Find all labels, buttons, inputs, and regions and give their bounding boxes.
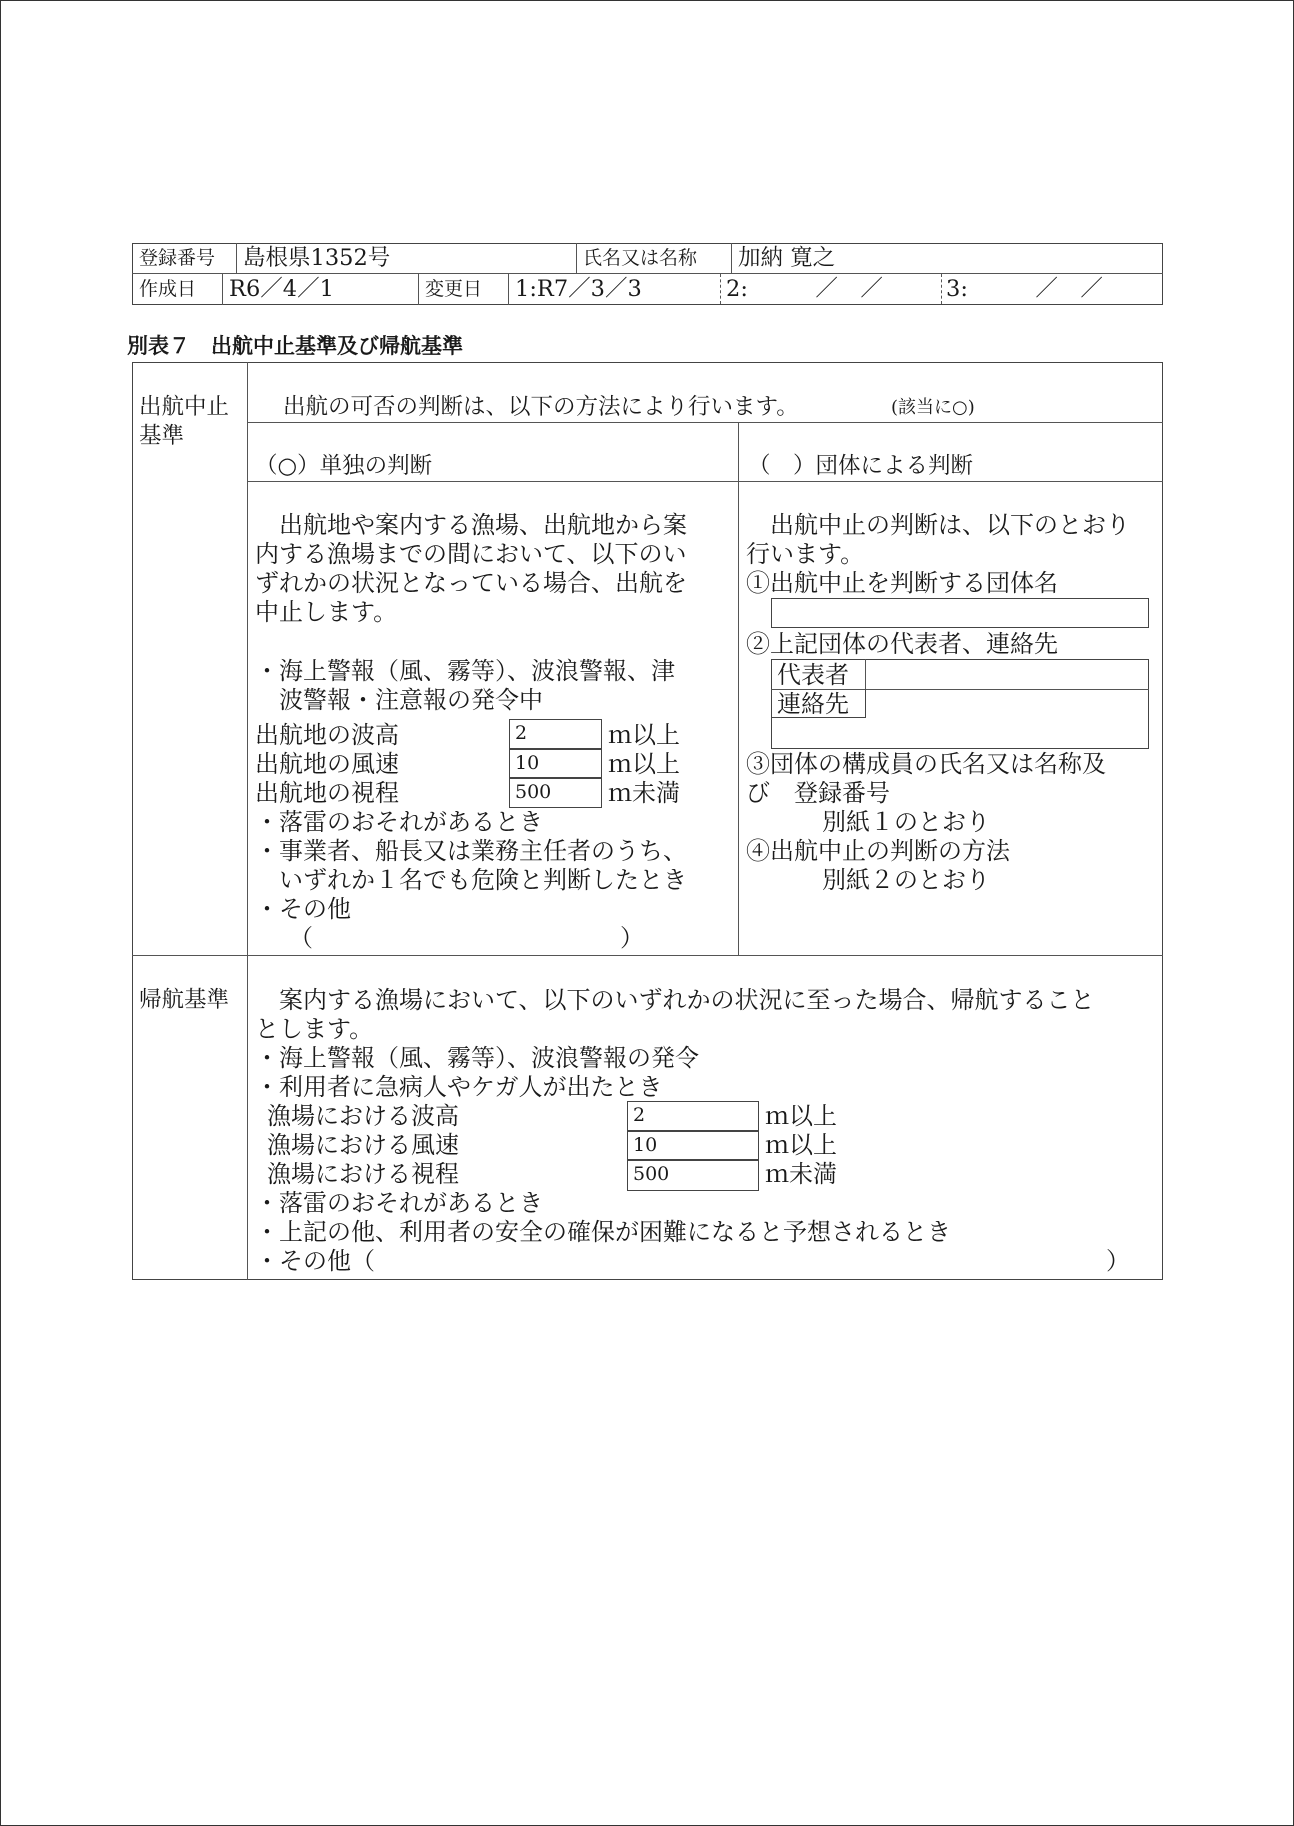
group-item-4: ④出航中止の判断の方法 [746,837,1010,865]
group-item-2: ②上記団体の代表者、連絡先 [746,630,1058,658]
divider [247,362,248,1280]
bullet-item: ・その他 [255,895,351,923]
representative-label: 代表者 [777,661,849,689]
warning-bullet: ・海上警報（風、霧等）、波浪警報、津 [255,657,675,685]
group-judgment-header: （ ）団体による判断 [748,453,974,479]
group-item-3-ref: 別紙１のとおり [822,808,990,836]
divider [222,273,223,305]
divider [576,243,577,273]
other-close-paren: ） [620,924,644,952]
divider [865,659,866,689]
name-value: 加納 寛之 [738,245,836,271]
group-item-1: ①出航中止を判断する団体名 [746,569,1058,597]
divider [418,273,419,305]
stop-row-label-2: 基準 [139,423,185,449]
return-bullet: ・海上警報（風、霧等）、波浪警報の発令 [255,1044,699,1072]
change-2: 2: ／ ／ [726,276,883,302]
group-item-3: び 登録番号 [746,779,890,807]
return-criterion-label: 漁場における波高 [267,1102,459,1130]
group-body-line: 出航中止の判断は、以下のとおり [746,511,1130,539]
group-body-line: 行います。 [746,540,865,568]
return-row-label: 帰航基準 [139,987,230,1013]
single-body-line: 出航地や案内する漁場、出航地から案 [255,511,687,539]
section-heading: 別表７ 出航中止基準及び帰航基準 [127,334,463,358]
stop-intro: 出航の可否の判断は、以下の方法により行います。 [283,394,799,420]
return-criterion-label: 漁場における風速 [267,1131,459,1159]
single-body-line: 中止します。 [255,598,398,626]
criterion-unit: ｍ以上 [608,721,680,749]
return-criterion-unit: ｍ未満 [765,1160,837,1188]
criterion-unit: ｍ以上 [608,750,680,778]
divider [508,273,509,305]
bullet-item: いずれか１名でも危険と判断したとき [255,866,687,894]
group-name-field[interactable] [771,598,1149,628]
bullet-item: ・事業者、船長又は業務主任者のうち、 [255,837,687,865]
name-label: 氏名又は名称 [583,247,698,269]
stop-intro-note: (該当に○) [891,397,975,418]
divider [738,422,739,955]
return-criterion-label: 漁場における視程 [267,1160,459,1188]
return-wind-speed-field[interactable]: 10 [627,1131,759,1160]
single-body-line: 内する漁場までの間において、以下のい [255,540,687,568]
return-intro-line: 案内する漁場において、以下のいずれかの状況に至った場合、帰航すること [255,986,1095,1014]
return-other-close: ） [1106,1247,1130,1275]
visibility-field[interactable]: 500 [509,778,602,808]
group-item-4-ref: 別紙２のとおり [822,866,990,894]
group-item-3: ③団体の構成員の氏名又は名称及 [746,750,1106,778]
created-label: 作成日 [139,278,197,300]
return-intro-line: とします。 [255,1015,374,1043]
return-wave-height-field[interactable]: 2 [627,1101,759,1131]
divider [236,243,237,273]
contact-label: 連絡先 [777,690,849,718]
reg-no-value: 島根県1352号 [243,245,391,271]
change-1: 1:R7／3／3 [515,276,642,302]
return-bullet: ・利用者に急病人やケガ人が出たとき [255,1073,663,1101]
warning-bullet: 波警報・注意報の発令中 [255,686,543,714]
divider [247,481,1163,482]
other-open-paren: （ [289,924,313,952]
criterion-label: 出航地の風速 [255,750,399,778]
divider [941,274,942,304]
criterion-label: 出航地の波高 [255,721,399,749]
wind-speed-field[interactable]: 10 [509,749,602,778]
change-3: 3: ／ ／ [946,276,1103,302]
return-visibility-field[interactable]: 500 [627,1160,759,1191]
single-body-line: ずれかの状況となっている場合、出航を [255,569,687,597]
divider [247,422,1163,423]
contact-field[interactable] [867,691,1147,747]
changed-label: 変更日 [425,278,483,300]
criterion-unit: ｍ未満 [608,779,680,807]
divider [132,273,1163,274]
wave-height-field[interactable]: 2 [509,719,602,749]
representative-field[interactable] [867,661,1147,688]
created-value: R6／4／1 [229,276,334,302]
return-bullet: ・落雷のおそれがあるとき [255,1189,543,1217]
reg-no-label: 登録番号 [139,247,216,269]
stop-row-label-1: 出航中止 [139,394,230,420]
single-judgment-header: （○）単独の判断 [255,453,433,479]
return-criterion-unit: ｍ以上 [765,1102,837,1130]
return-other-open: ・その他（ [255,1247,375,1275]
divider [731,243,732,273]
divider [720,274,721,304]
divider [132,955,1163,956]
return-criterion-unit: ｍ以上 [765,1131,837,1159]
bullet-item: ・落雷のおそれがあるとき [255,808,543,836]
return-bullet: ・上記の他、利用者の安全の確保が困難になると予想されるとき [255,1218,951,1246]
criterion-label: 出航地の視程 [255,779,399,807]
